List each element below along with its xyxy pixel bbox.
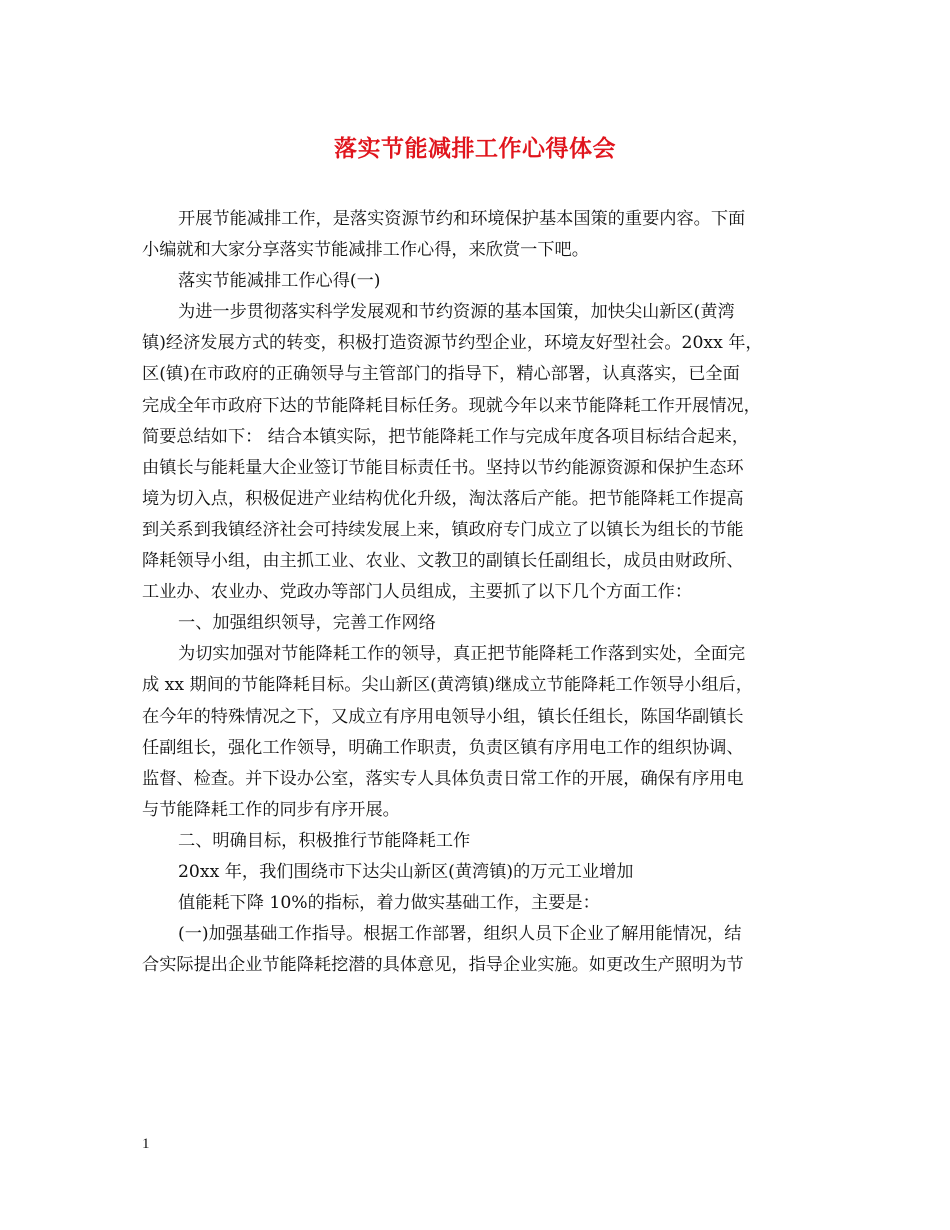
text-line: 20xx 年，我们围绕市下达尖山新区(黄湾镇)的万元工业增加 xyxy=(178,861,634,882)
text-line: (一)加强基础工作指导。根据工作部署，组织人员下企业了解用能情况，结 xyxy=(178,924,742,945)
text-line: 落实节能减排工作心得(一) xyxy=(178,271,381,292)
text-line: 任副组长，强化工作领导，明确工作职责，负责区镇有序用电工作的组织协调、 xyxy=(142,737,744,758)
text-line: 合实际提出企业节能降耗挖潜的具体意见，指导企业实施。如更改生产照明为节 xyxy=(142,955,744,976)
page-number: 1 xyxy=(142,1136,150,1152)
text-line: 简要总结如下： 结合本镇实际，把节能降耗工作与完成年度各项目标结合起来， xyxy=(142,426,750,447)
text-line: 为切实加强对节能降耗工作的领导，真正把节能降耗工作落到实处，全面完 xyxy=(178,644,746,665)
text-line: 开展节能减排工作，是落实资源节约和环境保护基本国策的重要内容。下面 xyxy=(178,209,746,229)
text-line: 监督、检查。并下设办公室，落实专人具体负责日常工作的开展，确保有序用电 xyxy=(142,768,744,789)
text-line: 完成全年市政府下达的节能降耗目标任务。现就今年以来节能降耗工作开展情况， xyxy=(142,395,761,416)
text-line: 成 xx 期间的节能降耗目标。尖山新区(黄湾镇)继成立节能降耗工作领导小组后， xyxy=(142,675,753,696)
text-line: 与节能降耗工作的同步有序开展。 xyxy=(142,799,400,820)
text-line: 降耗领导小组，由主抓工业、农业、文教卫的副镇长任副组长，成员由财政所、 xyxy=(142,551,744,572)
text-line: 境为切入点，积极促进产业结构优化升级，淘汰落后产能。把节能降耗工作提高 xyxy=(142,488,744,509)
text-line: 区(镇)在市政府的正确领导与主管部门的指导下，精心部署，认真落实，已全面 xyxy=(142,364,740,385)
text-line: 工业办、农业办、党政办等部门人员组成，主要抓了以下几个方面工作： xyxy=(142,582,693,603)
text-line: 在今年的特殊情况之下，又成立有序用电领导小组，镇长任组长，陈国华副镇长 xyxy=(142,706,744,727)
document-body xyxy=(142,204,818,981)
text-line: 到关系到我镇经济社会可持续发展上来，镇政府专门成立了以镇长为组长的节能 xyxy=(142,519,744,540)
text-line: 镇)经济发展方式的转变，积极打造资源节约型企业，环境友好型社会。20xx 年， xyxy=(142,333,763,354)
text-line: 二、明确目标，积极推行节能降耗工作 xyxy=(178,830,471,851)
text-line: 小编就和大家分享落实节能减排工作心得，来欣赏一下吧。 xyxy=(142,240,589,261)
text-line: 为进一步贯彻落实科学发展观和节约资源的基本国策，加快尖山新区(黄湾 xyxy=(178,302,735,323)
document-title: 落实节能减排工作心得体会 xyxy=(334,135,616,162)
text-line: 值能耗下降 10%的指标，着力做实基础工作，主要是： xyxy=(178,893,600,914)
text-line: 一、加强组织领导，完善工作网络 xyxy=(178,613,436,634)
text-line: 由镇长与能耗量大企业签订节能目标责任书。坚持以节约能源资源和保护生态环 xyxy=(142,457,744,478)
